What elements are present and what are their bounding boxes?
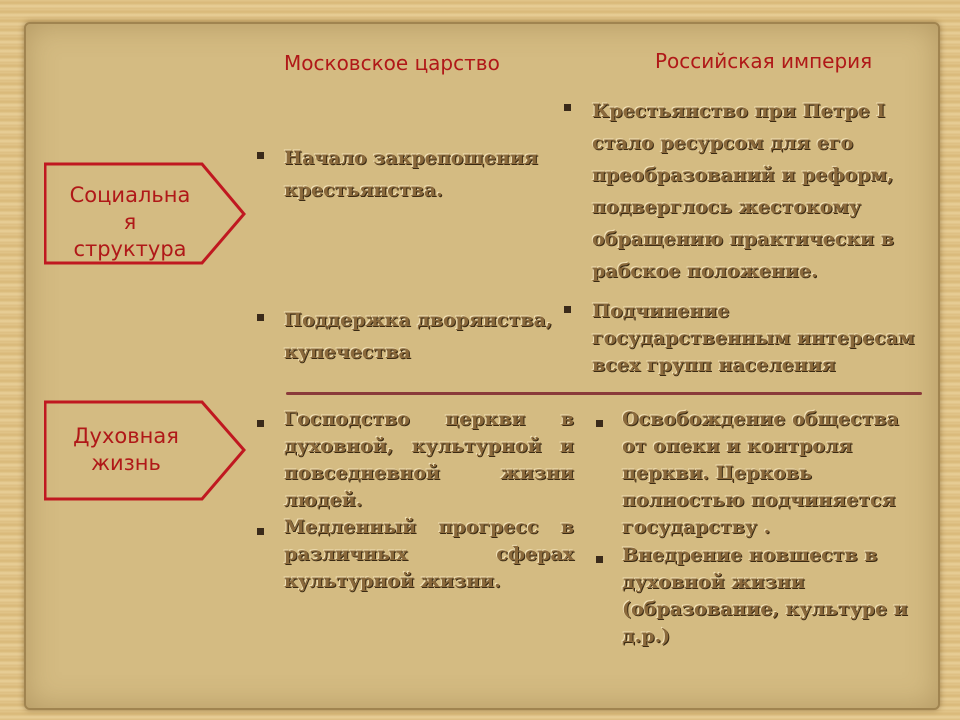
header-moscow: Московское царство xyxy=(284,51,500,75)
social-empire-item: Крестьянство при Петре I стало ресурсом для его преобразований и реформ, подверглось жестокому обращению практически в рабское положение. xyxy=(592,100,894,282)
spiritual-moscow-item: Господство церкви в духовной, культурной и повседневной жизни людей. xyxy=(284,408,574,511)
bullet-marker xyxy=(564,104,571,111)
bullet-marker xyxy=(257,314,264,321)
bullet-marker xyxy=(257,420,264,427)
social-moscow-item: Поддержка дворянства, купечества xyxy=(284,309,553,363)
row-divider xyxy=(286,392,922,395)
bullet-marker xyxy=(596,420,603,427)
social-empire-item: Подчинение государственным интересам всех групп населения xyxy=(592,300,915,376)
header-empire: Российская империя xyxy=(655,49,873,73)
social-moscow-item: Начало закрепощения крестьянства. xyxy=(284,147,538,201)
spiritual-empire-item: Внедрение новшеств в духовной жизни (образование, культуре и д.р.) xyxy=(622,544,908,647)
spiritual-moscow-item: Медленный прогресс в различных сферах культурной жизни. xyxy=(284,516,574,592)
spiritual-empire-item: Освобождение общества от опеки и контроля церкви. Церковь полностью подчиняется государству . xyxy=(622,408,899,538)
bullet-marker xyxy=(596,556,603,563)
label-spiritual-life: Духовная жизнь xyxy=(73,424,179,475)
bullet-marker xyxy=(564,306,571,313)
label-social-structure: Социальна я структура xyxy=(69,183,191,261)
bullet-marker xyxy=(257,152,264,159)
bullet-marker xyxy=(257,528,264,535)
